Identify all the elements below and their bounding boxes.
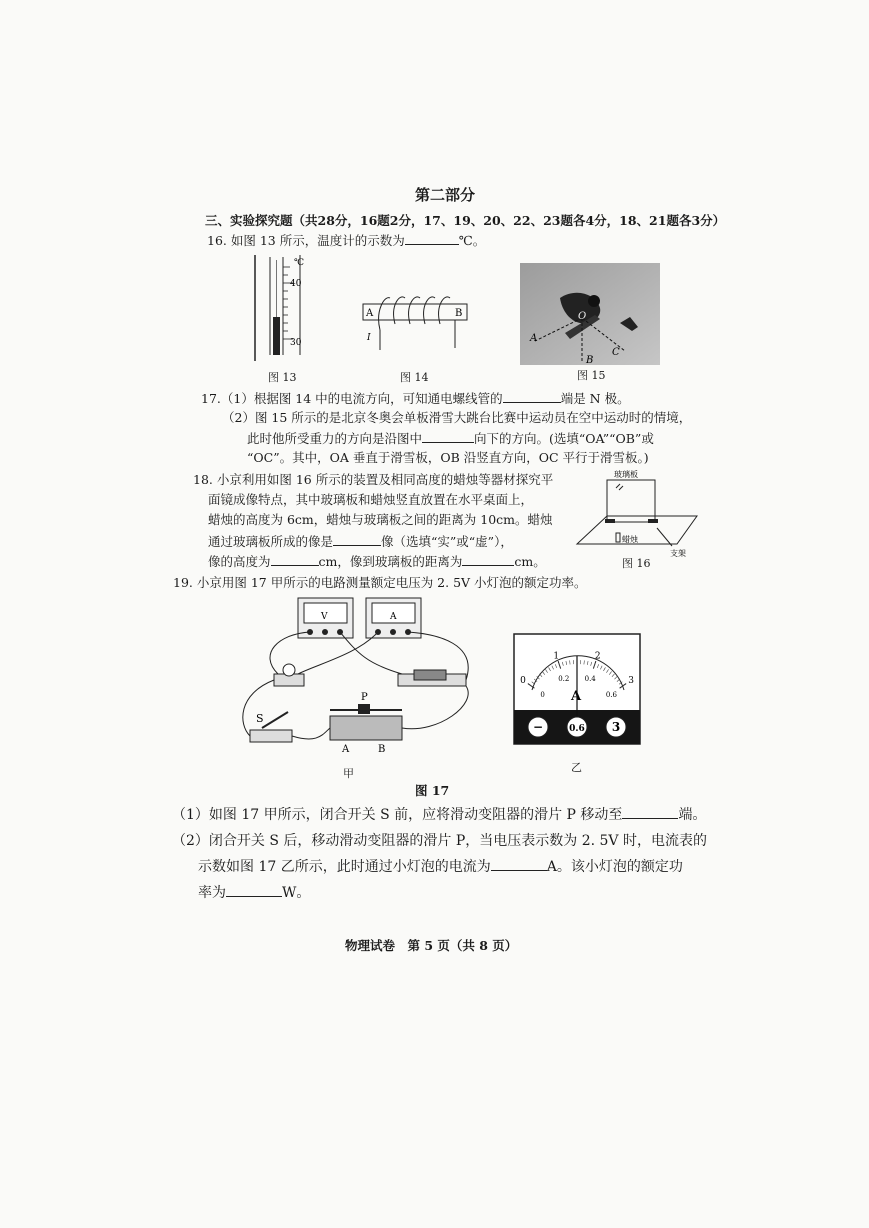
q16-text: 16. 如图 13 所示，温度计的示数为: [207, 233, 405, 248]
q19-sub2-text-3: 率为: [198, 885, 226, 901]
q17-text-3: 此时他所受重力的方向是沿图中: [247, 431, 423, 446]
question-18-line4: [208, 533, 513, 550]
photo-label-o: O: [578, 311, 587, 322]
scale-label-bottom: 0.4: [584, 675, 596, 684]
q19-sub2-line1: （2）闭合开关 S 后，移动滑动变阻器的滑片 P，当电压表示数为 2. 5V 时，电流表的: [172, 833, 707, 849]
question-17-line4: “OC”。其中，OA 垂直于滑雪板，OB 沿竖直方向，OC 平行于滑雪板。): [247, 450, 649, 465]
terminal-0-6: 0.6: [569, 724, 585, 734]
q19-sub1: [172, 806, 706, 824]
figure-16-mirror-setup: [572, 468, 702, 558]
rheostat-end-a: A: [342, 744, 350, 755]
question-17-line1: [201, 390, 630, 407]
figure-17b-ammeter: [514, 634, 640, 744]
photo-label-b: B: [586, 355, 594, 366]
q19-sub2-text-2b: A。该小灯泡的额定功: [546, 859, 683, 875]
question-18-line3: 蜡烛的高度为 6cm，蜡烛与玻璃板之间的距离为 10cm。蜡烛: [208, 512, 553, 527]
q17-text-3b: 向下的方向。(选填“OA”“OB”或: [474, 431, 654, 446]
figure-13-caption: 图 13: [268, 371, 297, 384]
label-glass-plate: 玻璃板: [614, 470, 638, 479]
scale-label-top: 2: [594, 651, 601, 662]
answer-blank: [226, 884, 282, 897]
answer-blank: [422, 430, 474, 443]
q18-text-4: 通过玻璃板所成的像是: [208, 534, 334, 549]
solenoid-label-b: B: [455, 308, 463, 319]
q19-sub2-line3: [198, 884, 310, 902]
slider-label: P: [361, 692, 368, 703]
answer-blank: [462, 553, 514, 566]
q19-sub2-text-2: 示数如图 17 乙所示，此时通过小灯泡的电流为: [198, 859, 491, 875]
scale-label-bottom: 0: [540, 690, 545, 699]
figure-15-snowboarder-photo: [520, 263, 660, 365]
q19-sub1-text-b: 端。: [678, 807, 707, 823]
scale-label-top: 0: [520, 676, 526, 687]
answer-blank: [622, 806, 678, 819]
figure-13-thermometer: [250, 255, 320, 365]
answer-blank: [405, 232, 459, 245]
current-label: I: [367, 333, 371, 343]
answer-blank: [333, 533, 381, 546]
question-17-line2: （2）图 15 所示的是北京冬奥会单板滑雪大跳台比赛中运动员在空中运动时的情境，: [222, 410, 692, 425]
answer-blank: [503, 390, 561, 403]
question-18-line1: 18. 小京利用如图 16 所示的装置及相同高度的蜡烛等器材探究平: [193, 472, 554, 487]
answer-blank: [271, 553, 319, 566]
terminal-negative: −: [532, 720, 544, 734]
question-16: [207, 232, 485, 249]
photo-label-c: C: [612, 347, 620, 358]
scale-label-bottom: 0.6: [605, 690, 617, 699]
q18-text-5c: cm。: [514, 554, 546, 569]
scale-label-top: 1: [553, 651, 560, 662]
figure-17a-circuit: [238, 594, 488, 764]
figure-17a-label: 甲: [343, 767, 354, 780]
ammeter-unit: A: [571, 689, 582, 704]
page-footer: 物理试卷 第 5 页（共 8 页）: [345, 938, 518, 953]
q17-text-1b: 端是 N 极。: [560, 391, 630, 406]
q18-text-4b: 像（选填“实”或“虚”），: [381, 534, 513, 549]
terminal-3: 3: [611, 720, 621, 734]
q16-unit: ℃。: [458, 233, 486, 248]
q17-text-1: 17.（1）根据图 14 中的电流方向，可知通电螺线管的: [201, 391, 503, 406]
question-18-line2: 面镜成像特点，其中玻璃板和蜡烛竖直放置在水平桌面上，: [208, 492, 534, 507]
q19-sub1-text: （1）如图 17 甲所示，闭合开关 S 前，应将滑动变阻器的滑片 P 移动至: [172, 807, 623, 823]
switch-label: S: [256, 712, 264, 725]
figure-15-caption: 图 15: [577, 369, 606, 382]
question-19-line1: 19. 小京用图 17 甲所示的电路测量额定电压为 2. 5V 小灯泡的额定功率。: [173, 575, 587, 590]
figure-17b-label: 乙: [571, 761, 582, 774]
label-candle: 蜡烛: [622, 535, 638, 544]
photo-label-a: A: [530, 333, 538, 344]
q19-sub2-line2: [198, 858, 683, 876]
solenoid-label-a: A: [366, 308, 374, 319]
question-17-line3: [247, 430, 654, 447]
ammeter-device-label: A: [390, 612, 397, 622]
thermo-tick-bottom: 30: [290, 338, 302, 348]
figure-14-caption: 图 14: [400, 371, 429, 384]
question-18-line5: [208, 553, 546, 570]
thermo-unit: ℃: [294, 258, 305, 268]
voltmeter-label: V: [321, 612, 328, 622]
section-title: 第二部分: [415, 186, 476, 204]
thermo-tick-top: 40: [290, 279, 302, 289]
label-stand: 支架: [670, 549, 686, 558]
q19-sub2-text-3b: W。: [282, 885, 311, 901]
q18-text-5a: 像的高度为: [208, 554, 271, 569]
section-header: 三、实验探究题（共28分，16题2分，17、19、20、22、23题各4分，18、21题各3分）: [205, 213, 726, 228]
answer-blank: [491, 858, 547, 871]
q18-text-5b: cm，像到玻璃板的距离为: [318, 554, 463, 569]
figure-16-caption: 图 16: [622, 557, 651, 570]
figure-17-caption: 图 17: [415, 783, 450, 798]
scale-label-bottom: 0.2: [558, 675, 570, 684]
scale-label-top: 3: [628, 676, 634, 687]
rheostat-end-b: B: [378, 744, 386, 755]
figure-14-solenoid: [355, 290, 475, 360]
